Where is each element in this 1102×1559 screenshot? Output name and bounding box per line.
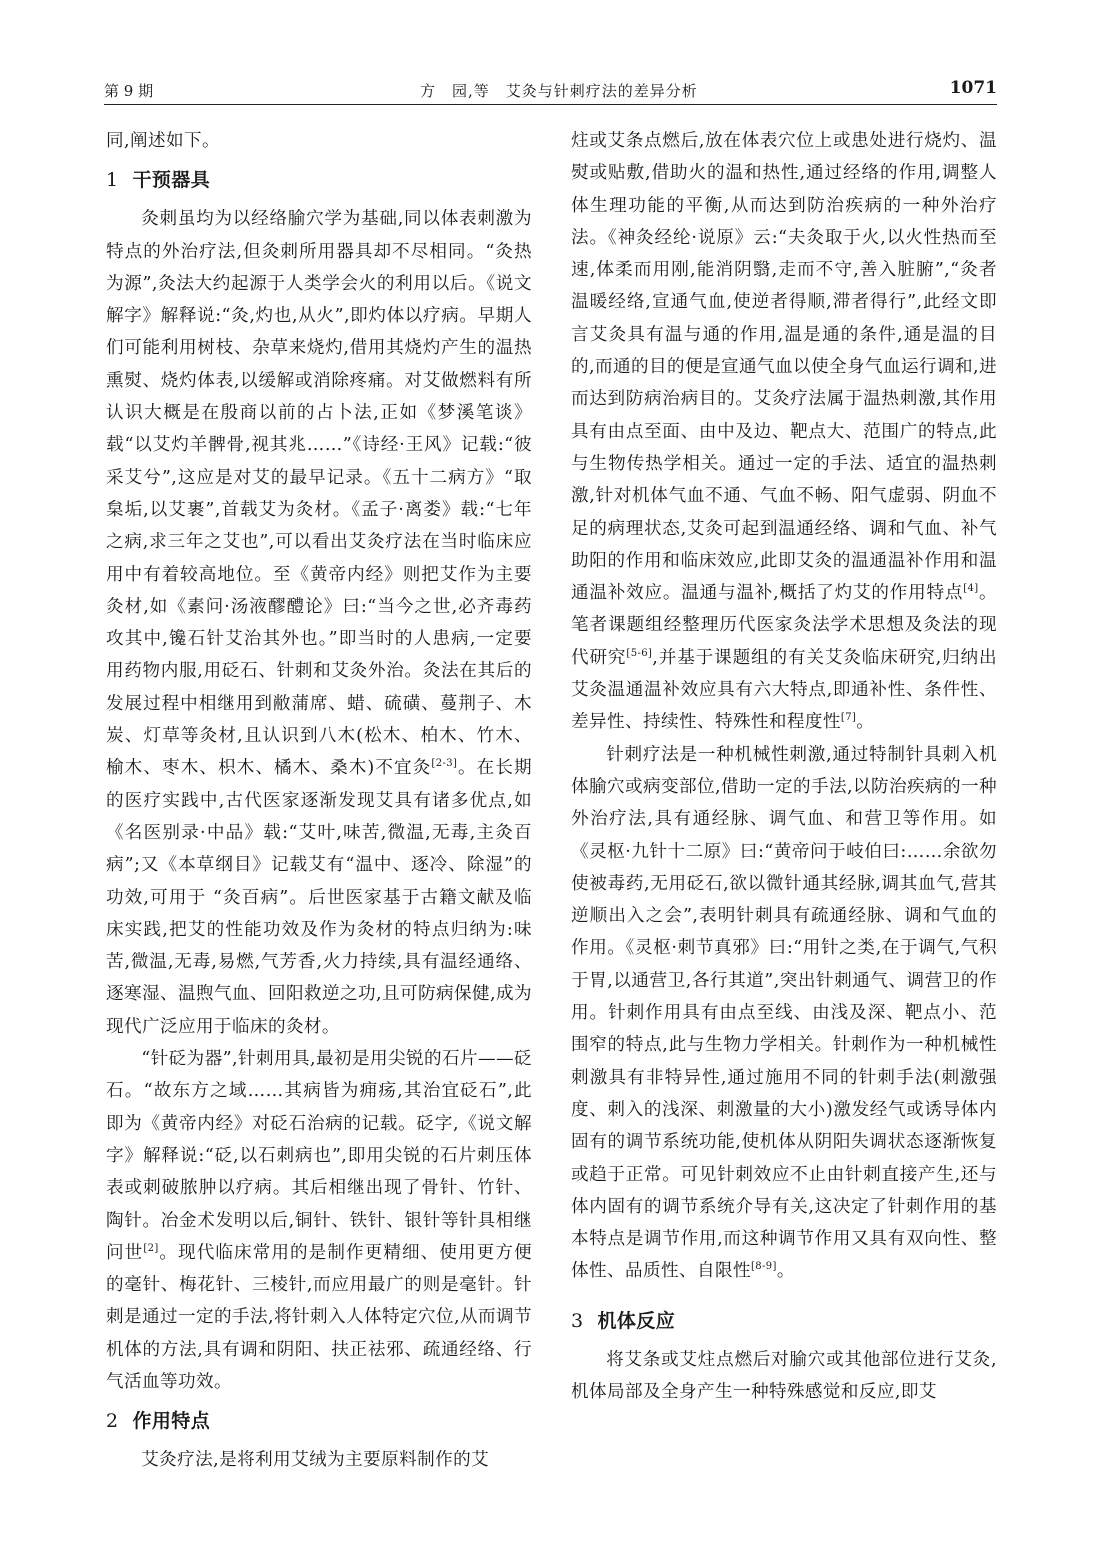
section-number: 1 (106, 169, 119, 192)
running-header (104, 78, 997, 105)
section-title: 作用特点 (132, 1410, 211, 1433)
paragraph (106, 203, 532, 1043)
issue-label: 第 9 期 (104, 82, 154, 100)
citation: [8-9] (750, 1261, 777, 1273)
section-heading-2 (106, 1406, 532, 1436)
text-run: 。笔者课题组经整理历代医家灸法学术思想及灸法的现代研究 (571, 583, 997, 668)
citation: [7] (840, 712, 857, 724)
paragraph (571, 739, 997, 1288)
paragraph: 将艾条或艾炷点燃后对腧穴或其他部位进行艾灸,机体局部及全身产生一种特殊感觉和反应,即艾 (571, 1349, 997, 1402)
text-run: 。 (776, 1261, 795, 1282)
citation: [2] (143, 1242, 159, 1254)
running-title: 方 园,等 艾灸与针刺疗法的差异分析 (420, 82, 698, 100)
paragraph (571, 125, 997, 739)
section-heading-1 (106, 165, 532, 195)
section-number: 2 (106, 1410, 119, 1433)
text-run: 灸刺虽均为以经络腧穴学为基础,同以体表刺激为特点的外治疗法,但灸刺所用器具却不尽相同。“灸热为源”,灸法大约起源于人类学会火的利用以后。《说文解字》解释说:“灸,灼也,从火”,即灼体以疗病。早期人们可能利用树枝、杂草来烧灼,借用其烧灼产生的温热熏熨、烧灼体表,以缓解或消除疼痛。对艾做燃料有所认识大概是在殷商以前的占卜法,正如《梦溪笔谈》载“以艾灼羊髀骨,视其兆……”《诗经·王风》记载:“彼采艾兮”,这应是对艾的最早记录。《五十二病方》“取枲垢,以艾裹”,首载艾为灸材。《孟子·离娄》载:“七年之病,求三年之艾也”,可以看出艾灸疗法在当时临床应用中有着较高地位。至《黄帝内经》则把艾作为主要灸材,如《素问·汤液醪醴论》曰:“当今之世,必齐毒药攻其中,镵石针艾治其外也。”即当时的人患病,一定要用药物内服,用砭石、针刺和艾灸外治。灸法在其后的发展过程中相继用到敝蒲席、蜡、硫磺、蔓荆子、木炭、灯草等灸材,且认识到八木(松木、柏木、竹木、榆木、枣木、枳木、橘木、桑木)不宜灸 (106, 209, 532, 779)
citation: [4] (963, 583, 979, 595)
text-run: ,并基于课题组的有关艾灸临床研究,归纳出艾灸温通温补效应具有六大特点,即通补性、条件性、差异性、持续性、特殊性和程度性 (571, 647, 998, 733)
citation: [2-3] (431, 758, 458, 770)
page-number: 1071 (949, 78, 997, 98)
text-run: 针刺疗法是一种机械性刺激,通过特制针具刺入机体腧穴或病变部位,借助一定的手法,以防治疾病的一种外治疗法,具有通经脉、调气血、和营卫等作用。如《灵枢·九针十二原》曰:“黄帝问于岐伯曰:……余欲勿使被毒药,无用砭石,欲以微针通其经脉,调其血气,营其逆顺出入之会”,表明针刺具有疏通经脉、调和气血的作用。《灵枢·刺节真邪》曰:“用针之类,在于调气,气积于胃,以通营卫,各行其道”,突出针刺通气、调营卫的作用。针刺作用具有由点至线、由浅及深、靶点小、范围窄的特点,此与生物力学相关。针刺作为一种机械性刺激具有非特异性,通过施用不同的针刺手法(刺激强度、刺入的浅深、刺激量的大小)激发经气或诱导体内固有的调节系统功能,使机体从阴阳失调状态逐渐恢复或趋于正常。可见针刺效应不止由针刺直接产生,还与体内固有的调节系统介导有关,这决定了针刺作用的基本特点是调节作用,而这种调节作用又具有双向性、整体性、品质性、自限性 (571, 744, 997, 1282)
paragraph: 同,阐述如下。 (106, 131, 220, 151)
citation: [5-6] (626, 647, 653, 659)
right-column (571, 125, 997, 1408)
text-run: 。现代临床常用的是制作更精细、使用更方便的毫针、梅花针、三棱针,而应用最广的则是毫针。针刺是通过一定的手法,将针刺入人体特定穴位,从而调节机体的方法,具有调和阴阳、扶正祛邪、疏通经络、行气活血等功效。 (106, 1242, 532, 1392)
section-heading-3 (571, 1306, 997, 1336)
left-column (106, 125, 532, 1477)
text-run: 。在长期的医疗实践中,古代医家逐渐发现艾具有诸多优点,如《名医别录·中品》载:“艾叶,味苦,微温,无毒,主灸百病”;又《本草纲目》记载艾有“温中、逐冷、除湿”的功效,可用于 “灸百病”。后世医家基于古籍文献及临床实践,把艾的性能功效及作为灸材的特点归纳为:味苦,微温,无毒,易燃,气芳香,火力持续,具有温经通络、逐寒湿、温煦气血、回阳救逆之功,且可防病保健,成为现代广泛应用于临床的灸材。 (106, 758, 532, 1037)
text-run: 。 (856, 712, 875, 733)
text-run: 炷或艾条点燃后,放在体表穴位上或患处进行烧灼、温熨或贴敷,借助火的温和热性,通过经络的作用,调整人体生理功能的平衡,从而达到防治疾病的一种外治疗法。《神灸经纶·说原》云:“夫灸取于火,以火性热而至速,体柔而用刚,能消阴翳,走而不守,善入脏腑”,“灸者温暖经络,宣通气血,使逆者得顺,滞者得行”,此经文即言艾灸具有温与通的作用,温是通的条件,通是温的目的,而通的目的便是宣通气血以使全身气血运行调和,进而达到防病治病目的。艾灸疗法属于温热刺激,其作用具有由点至面、由中及边、靶点大、范围广的特点,此与生物传热学相关。通过一定的手法、适宜的温热刺激,针对机体气血不通、气血不畅、阳气虚弱、阴血不足的病理状态,艾灸可起到温通经络、调和气血、补气助阳的作用和临床效应,此即艾灸的温通温补作用和温通温补效应。温通与温补,概括了灼艾的作用特点 (571, 131, 997, 604)
paragraph: 艾灸疗法,是将利用艾绒为主要原料制作的艾 (141, 1450, 490, 1471)
section-title: 机体反应 (597, 1309, 676, 1332)
section-title: 干预器具 (132, 169, 211, 192)
text-run: “针砭为器”,针刺用具,最初是用尖锐的石片——砭石。“故东方之域……其病皆为痈疡,其治宜砭石”,此即为《黄帝内经》对砭石治病的记载。砭字,《说文解字》解释说:“砭,以石刺病也”,即用尖锐的石片刺压体表或刺破脓肿以疗病。其后相继出现了骨针、竹针、陶针。冶金术发明以后,铜针、铁针、银针等针具相继问世 (106, 1049, 532, 1263)
paragraph (106, 1043, 532, 1398)
section-number: 3 (571, 1309, 584, 1332)
